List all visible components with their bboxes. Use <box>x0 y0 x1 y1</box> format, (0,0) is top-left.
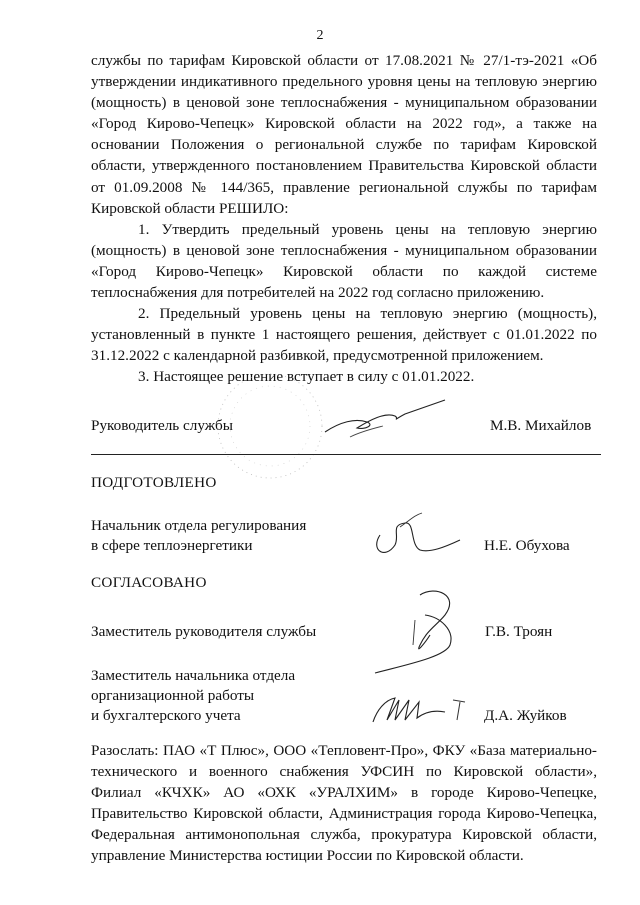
agreed-signature-mark-1 <box>365 585 485 680</box>
distribution-line: Разослать: ПАО «Т Плюс», ООО «Тепловент-Про», ФКУ «База материально- <box>91 742 597 759</box>
agreed-name-1: Г.В. Троян <box>485 623 553 640</box>
agreed-title-2-line: Заместитель начальника отдела <box>91 667 296 684</box>
prepared-name: Н.Е. Обухова <box>484 537 570 554</box>
agreed-title-2 <box>91 666 295 726</box>
page-number: 2 <box>316 28 324 43</box>
item-1-line: (мощность) в ценовой зоне теплоснабжения - муниципальном образовании <box>91 241 597 259</box>
distribution-line: управление Министерства юстиции России по Кировской области. <box>91 847 524 864</box>
separator-line <box>91 454 601 455</box>
prepared-title-line: в сфере теплоэнергетики <box>91 537 253 554</box>
intro-line: основании Положения о региональной службе по тарифам Кировской <box>91 136 597 154</box>
item-1-line: теплоснабжения для потребителей на 2022 год согласно приложению. <box>91 284 545 302</box>
agreed-signature-mark-2 <box>365 690 480 730</box>
intro-line: от 01.09.2008 № 144/365, правление региональной службы по тарифам <box>91 178 597 196</box>
intro-line: (мощность) в ценовой зоне теплоснабжения - муниципальном образовании <box>91 94 597 112</box>
distribution-list <box>91 740 597 866</box>
prepared-signature-mark <box>360 505 470 565</box>
prepared-title-line: Начальник отдела регулирования <box>91 517 307 534</box>
agreed-title-1: Заместитель руководителя службы <box>91 623 317 640</box>
item-1-line: 1. Утвердить предельный уровень цены на тепловую энергию <box>138 220 597 238</box>
head-name: М.В. Михайлов <box>490 417 592 434</box>
prepared-title <box>91 516 306 556</box>
item-2-line: 31.12.2022 с календарной разбивкой, предусмотренной приложением. <box>91 347 544 365</box>
decision-body <box>91 50 597 388</box>
distribution-line: Федеральная антимонопольная служба, прокуратура Кировской области, <box>91 826 597 843</box>
intro-line: области, утвержденного постановлением Правительства Кировской области <box>91 157 597 175</box>
prepared-heading: ПОДГОТОВЛЕНО <box>91 474 217 491</box>
agreed-title-2-line: организационной работы <box>91 687 255 704</box>
intro-line: утверждении индикативного предельного уровня цены на тепловую энергию <box>91 73 597 91</box>
item-1-line: «Город Кирово-Чепецк» Кировской области по каждой системе <box>91 262 597 280</box>
head-signature-mark <box>295 392 455 447</box>
item-2-line: установленный в пункте 1 настоящего решения, действует с 01.01.2022 по <box>91 326 597 344</box>
intro-line: «Город Кирово-Чепецк» Кировской области на 2022 год», а также на <box>91 115 597 133</box>
head-title: Руководитель службы <box>91 417 233 434</box>
distribution-line: Филиал «КЧХК» АО «ОХК «УРАЛХИМ» в городе Кирово-Чепецке, <box>91 784 597 801</box>
agreed-title-2-line: и бухгалтерского учета <box>91 707 241 724</box>
distribution-line: Правительство Кировской области, Администрация города Кирово-Чепецка, <box>91 805 597 822</box>
distribution-line: технического и военного снабжения УФСИН по Кировской области», <box>91 763 597 780</box>
agreed-name-2: Д.А. Жуйков <box>484 707 567 724</box>
item-3-line: 3. Настоящее решение вступает в силу с 01.01.2022. <box>138 368 475 386</box>
agreed-heading: СОГЛАСОВАНО <box>91 574 207 591</box>
intro-line: службы по тарифам Кировской области от 17.08.2021 № 27/1-тэ-2021 «Об <box>91 52 597 69</box>
intro-line: Кировской области РЕШИЛО: <box>91 199 289 217</box>
item-2-line: 2. Предельный уровень цены на тепловую энергию (мощность), <box>138 305 597 323</box>
